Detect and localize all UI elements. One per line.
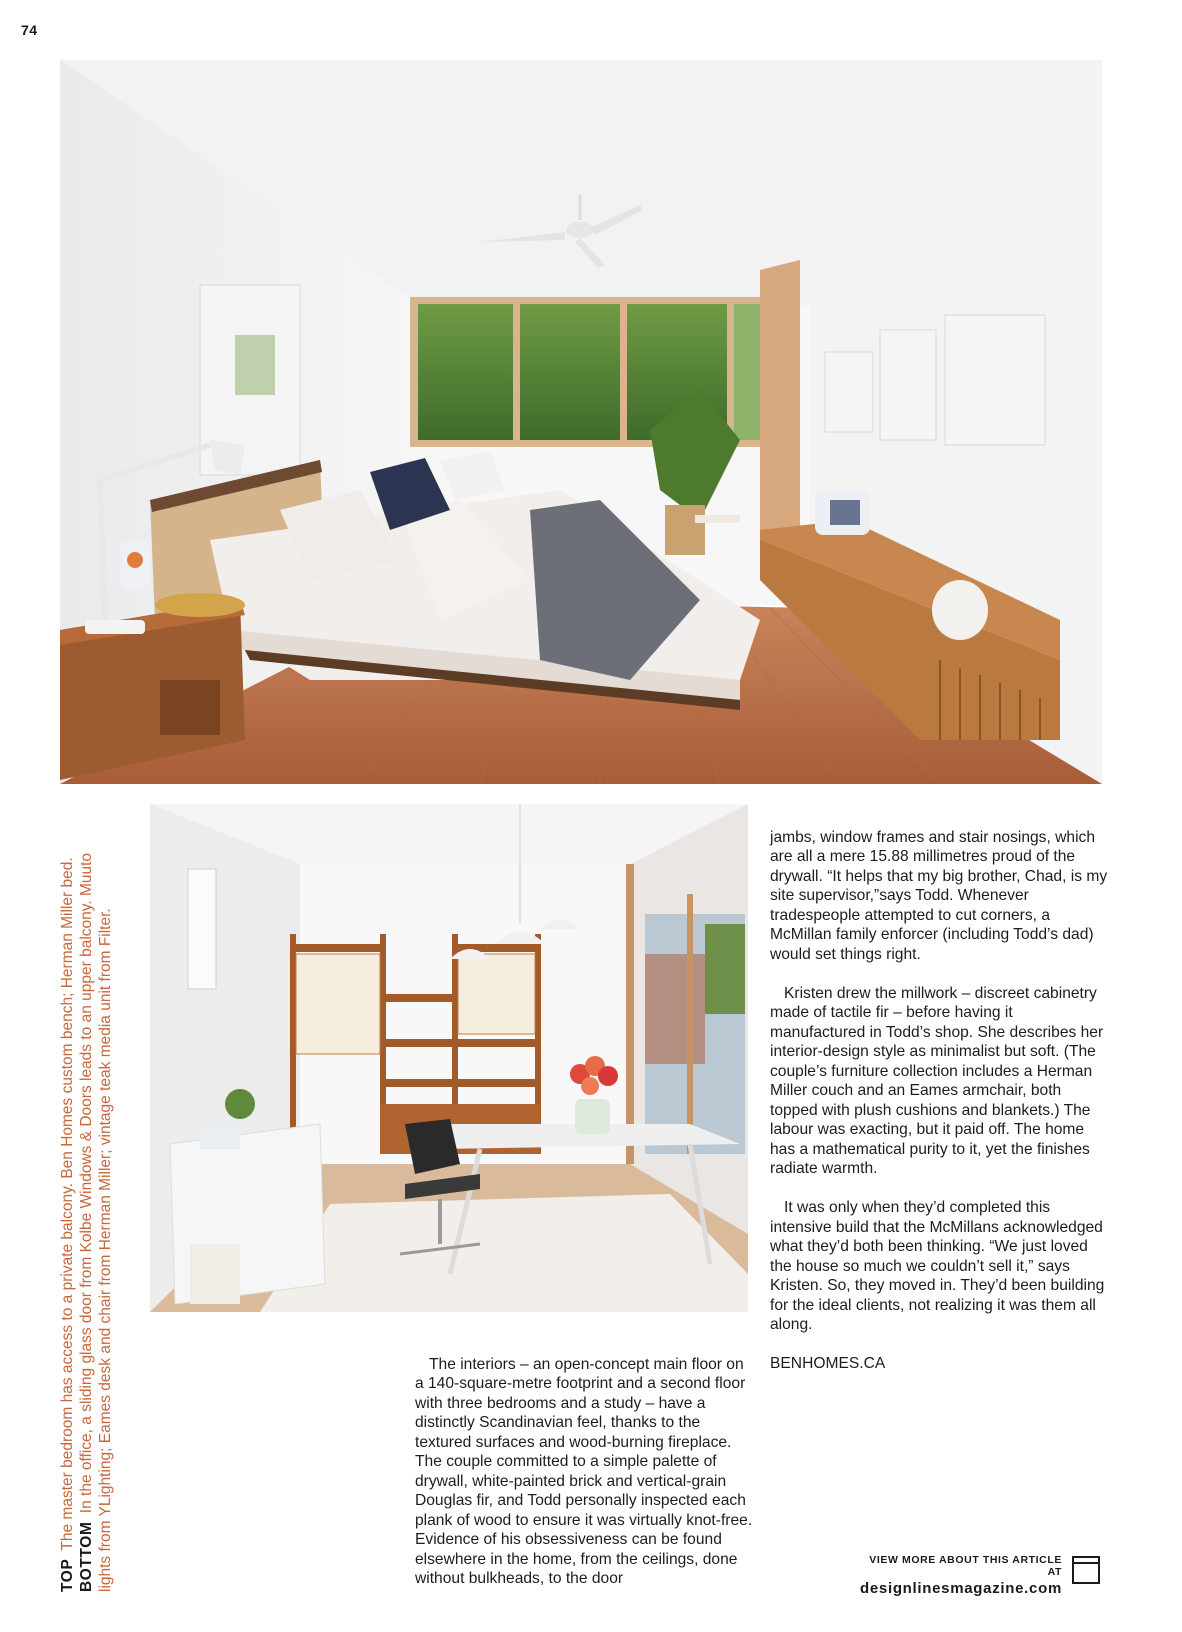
top-photo-caption — [58, 822, 77, 1592]
website-link[interactable]: designlinesmagazine.com — [860, 1580, 1062, 1597]
bottom-caption-text: In the office, a sliding glass door from Kolbe Windows & Doors leads to an upper balcony. Muuto lights from YLighting; Eames desk and chair from Herman Miller; vintage teak media unit from Filter. — [78, 852, 114, 1592]
article-paragraph: It was only when they’d completed this intensive build that the McMillans acknowledged what they’d both been thinking. “We just loved the house so much we couldn’t sell it,” says Kristen. So, they moved in. They’d been building for the ideal clients, not realizing it was them all along. — [770, 1199, 1105, 1333]
browser-window-icon — [1072, 1556, 1100, 1584]
top-caption-text: The master bedroom has access to a private balcony. Ben Homes custom bench; Herman Miller bed. — [59, 857, 76, 1551]
top-caption-tag: TOP — [59, 1558, 76, 1592]
bottom-photo-caption — [77, 822, 115, 1592]
photo-captions — [58, 822, 115, 1592]
footer-label: VIEW MORE ABOUT THIS ARTICLE AT — [869, 1554, 1062, 1578]
article-right-column — [770, 808, 1110, 1393]
article-footer — [858, 1554, 1062, 1597]
article-paragraph: jambs, window frames and stair nosings, which are all a mere 15.88 millimetres proud of the drywall. “It helps that my big brother, Chad, is my site supervisor,”says Todd. Whenever tradespeople attempted to cut corners, a McMillan family enforcer (including Todd’s dad) would set things right. — [770, 828, 1108, 963]
office-photo — [150, 804, 748, 1312]
article-paragraph: The interiors – an open-concept main floor on a 140-square-metre footprint and a second floor with three bedrooms and a study – have a distinctly Scandinavian feel, thanks to the textured surfaces and wood-burning fireplace. The couple committed to a simple palette of drywall, white-painted brick and vertical-grain Douglas fir, and Todd personally inspected each plank of wood to ensure it was virtually knot-free. Evidence of his obsessiveness can be found elsewhere in the home, from the ceilings, done without bulkheads, to the door — [415, 1355, 753, 1587]
article-signoff: BENHOMES.CA — [770, 1355, 886, 1372]
master-bedroom-photo — [60, 60, 1102, 784]
bottom-caption-tag: BOTTOM — [78, 1521, 95, 1592]
article-left-column — [415, 1335, 755, 1608]
article-paragraph: Kristen drew the millwork – discreet cabinetry made of tactile fir – before having it manufactured in Todd’s shop. She describes her interior-design style as minimalist but soft. (The couple’s furniture collection includes a Herman Miller couch and an Eames armchair, both topped with plush cushions and blankets.) The labour was exacting, but it paid off. The home has a mathematical purity to it, yet the finishes radiate warmth. — [770, 984, 1104, 1177]
page-number: 74 — [21, 22, 38, 38]
